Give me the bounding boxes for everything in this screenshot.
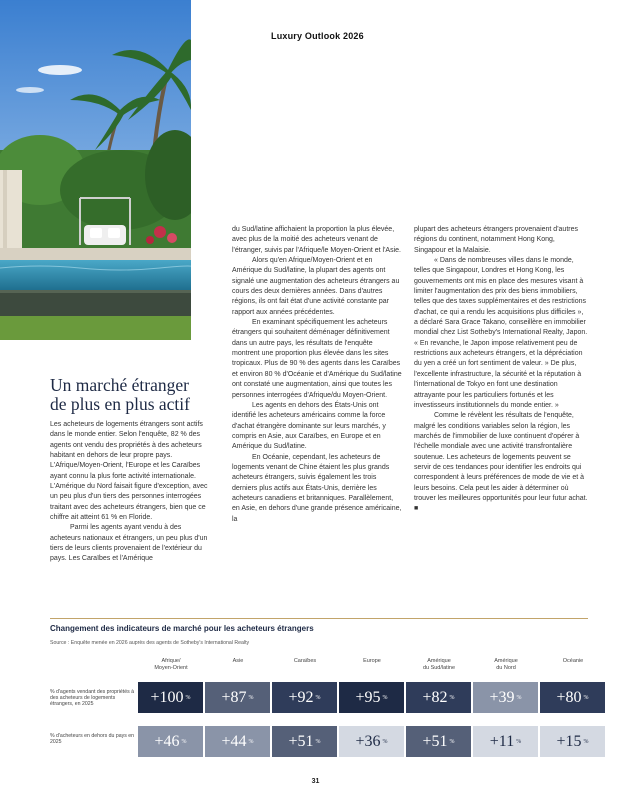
row-label: % d'acheteurs en dehors du pays en 2025 — [50, 733, 135, 746]
article-column-2 — [232, 225, 402, 525]
cell-unit: % — [516, 694, 522, 701]
column-header: Afrique/ Moyen-Orient — [154, 658, 188, 671]
column-header: Océanie — [562, 658, 584, 664]
paragraph: Parmi les agents ayant vendu à des acheteurs nationaux et étrangers, un peu plus d'un tiers de leurs clients provenaient de l'extérieur du pays. Les Caraïbes et l'Amérique — [50, 524, 208, 563]
cell-unit: % — [248, 694, 254, 701]
publication-header: Luxury Outlook 2026 — [271, 31, 364, 41]
table-cell — [205, 682, 270, 713]
cell-unit: % — [449, 694, 455, 701]
cell-unit: % — [382, 694, 388, 701]
table-cell — [339, 726, 404, 757]
cell-unit: % — [583, 738, 589, 745]
table-source: Source : Enquête menée en 2026 auprès des agents de Sotheby's International Realty — [50, 640, 250, 646]
row-label: % d'agents vendant des propriétés à des acheteurs de logements étrangers, en 2025 — [50, 689, 135, 708]
table-cell — [205, 726, 270, 757]
table-cell — [473, 726, 538, 757]
column-header: Amérique du Nord — [494, 658, 518, 671]
table-cell — [473, 682, 538, 713]
cell-unit: % — [315, 738, 321, 745]
article-column-3 — [414, 225, 588, 515]
table-cell — [406, 726, 471, 757]
paragraph: « Dans de nombreuses villes dans le monde, telles que Singapour, Londres et Hong Kong, les gouvernements ont mis en place des mesures visant à limiter l'augmentation des prix des biens immobiliers, telles que des taxes supplémentaires et des restrictions d'achat, ce qui a rendu les acquisitions plus difficiles », a déclaré Sara Grace Takano, conseillère en immobilier mondial chez List Sotheby's International Realty, Japon. « En revanche, le Japon impose relativement peu de restrictions aux acheteurs étrangers, et la dépréciation du yen a créé un fort sentiment de valeur. » De plus, l'excellente infrastructure, la sécurité et la réputation à l'international de Tokyo en font une destination attrayante pour les particuliers fortunés et les investisseurs institutionnels du monde entier. » — [414, 257, 588, 409]
cell-value: +87 — [221, 688, 247, 706]
paragraph: du Sud/latine affichaient la proportion la plus élevée, avec plus de la moitié des acheteurs venant de l'étranger, suivis par l'Afrique/le Moyen-Orient et l'Asie. — [232, 226, 401, 254]
table-cell — [540, 682, 605, 713]
table-cell — [339, 682, 404, 713]
article-column-1 — [50, 420, 212, 565]
paragraph: En Océanie, cependant, les acheteurs de logements venant de Chine étaient les plus grands acheteurs étrangers, suivis également les trois derniers plus actifs aux États-Unis, derrière les acheteurs canadiens et britanniques. Parallèlement, en Asie, en dehors d'une grande présence américaine, la — [232, 453, 402, 523]
table-cell — [138, 726, 203, 757]
cell-value: +44 — [221, 732, 247, 750]
column-header: Europe — [363, 658, 381, 664]
section-divider — [50, 618, 588, 619]
paragraph: Les acheteurs de logements étrangers sont actifs dans le monde entier. Selon l'enquête, 82 % des agents ont vendu des propriétés à des acheteurs habitant en dehors de leur propre pays. L'Afrique/Moyen-Orient, l'Europe et les Caraïbes ayant connu la plus forte activité internationale. L'Amérique du Nord faisait figure d'exception, avec un peu plus d'un tiers des personnes interrogées traitant avec des acheteurs étrangers, bien que ce chiffre ait atteint 61 % en Floride. — [50, 421, 208, 522]
cell-unit: % — [248, 738, 254, 745]
cell-unit: % — [181, 738, 187, 745]
paragraph: Comme le révèlent les résultats de l'enquête, malgré les conditions variables selon la région, les marchés de l'immobilier de luxe continuent d'opérer à l'échelle mondiale avec une activité transfrontalière soutenue. Les acheteurs de logements peuvent se servir de ces tendances pour identifier les endroits qui correspondent à leurs préférences de mode de vie et à leurs besoins. Cela peut les aider à déterminer où trouver les meilleures opportunités pour leur futur achat. ■ — [414, 412, 588, 513]
paragraph: Alors qu'en Afrique/Moyen-Orient et en Amérique du Sud/latine, la plupart des agents ont signalé une augmentation des acheteurs étrangers au cours des deux dernières années. Dans d'autres régions, ils ont fait état d'une activité constante par rapport aux années précédentes. — [232, 257, 400, 316]
cell-unit: % — [449, 738, 455, 745]
cell-value: +39 — [489, 688, 515, 706]
cell-unit: % — [583, 694, 589, 701]
table-cell — [406, 682, 471, 713]
column-header: Amérique du Sud/latine — [422, 658, 456, 671]
cell-value: +46 — [154, 732, 180, 750]
cell-value: +92 — [288, 688, 314, 706]
table-cell — [540, 726, 605, 757]
section-heading: Un marché étranger de plus en plus actif — [50, 375, 190, 414]
page-number: 31 — [311, 778, 320, 785]
cell-value: +51 — [422, 732, 448, 750]
cell-unit: % — [315, 694, 321, 701]
cell-value: +95 — [355, 688, 381, 706]
cell-value: +15 — [556, 732, 582, 750]
cell-unit: % — [382, 738, 388, 745]
paragraph: En examinant spécifiquement les acheteurs étrangers qui souhaitent déménager définitivement dans un autre pays, les résultats de l'enquête montrent une proportion plus élevée dans les sites tropicaux. Plus de 90 % des agents dans les Caraïbes et environ 80 % d'Océanie et d'Amérique du Sud/latine ont constaté une augmentation, ainsi que toutes les personnes interrogées d'Afrique/du Moyen-Orient. — [232, 319, 402, 399]
cell-value: +80 — [556, 688, 582, 706]
cell-value: +36 — [355, 732, 381, 750]
table-title: Changement des indicateurs de marché pour les acheteurs étrangers — [50, 624, 314, 633]
cell-value: +100 — [150, 688, 184, 706]
table-cell — [272, 726, 337, 757]
cell-value: +51 — [288, 732, 314, 750]
cell-unit: % — [185, 694, 191, 701]
paragraph: plupart des acheteurs étrangers provenaient d'autres régions du continent, notamment Hong Kong, Singapour et la Malaisie. — [414, 226, 578, 254]
paragraph: Les agents en dehors des États-Unis ont identifié les acheteurs américains comme la force d'achat étrangère dominante sur leurs marchés, y compris en Asie, aux Caraïbes, en Europe et en Amérique du Sud/latine. — [232, 401, 386, 451]
table-cell — [272, 682, 337, 713]
cell-value: +11 — [489, 732, 515, 750]
column-header: Asie — [232, 658, 244, 664]
pool-garden-photo — [0, 0, 191, 340]
cell-unit: % — [516, 738, 522, 745]
column-header: Caraïbes — [293, 658, 317, 664]
cell-value: +82 — [422, 688, 448, 706]
table-cell — [138, 682, 203, 713]
